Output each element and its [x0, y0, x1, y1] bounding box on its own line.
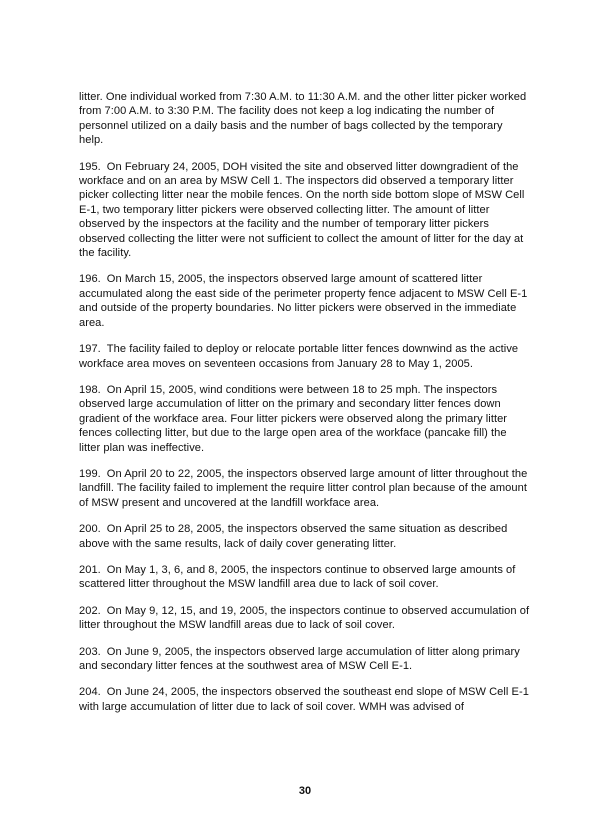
paragraph-number: 198.: [79, 383, 101, 396]
paragraph-195: [79, 160, 530, 261]
paragraph-text: The facility failed to deploy or relocate portable litter fences downwind as the active workface area moves on seventeen occasions from January 28 to May 1, 2005.: [79, 343, 519, 370]
paragraph-text: On April 25 to 28, 2005, the inspectors observed the same situation as described above with the same results, lack of daily cover generating litter.: [79, 523, 508, 550]
paragraph-number: 196.: [79, 273, 101, 286]
paragraph-number: 197.: [79, 343, 101, 356]
paragraph-text: On April 20 to 22, 2005, the inspectors observed large amount of litter throughout the landfill. The facility failed to implement the require litter control plan because of the amount of MSW present and uncovered at the landfill workface area.: [79, 467, 528, 509]
paragraph-number: 201.: [79, 563, 101, 576]
paragraph-number: 195.: [79, 160, 101, 173]
page-number: 30: [298, 785, 312, 797]
paragraph-text: On June 24, 2005, the inspectors observed the southeast end slope of MSW Cell E-1 with large accumulation of litter due to lack of soil cover. WMH was advised of: [79, 686, 529, 713]
paragraph-text: litter. One individual worked from 7:30 A.M. to 11:30 A.M. and the other litter picker worked from 7:00 A.M. to 3:30 P.M. The facility does not keep a log indicating the number of personnel utilized on a daily basis and the number of bags collected by the temporary help.: [79, 91, 527, 147]
paragraph-198: [79, 383, 530, 455]
paragraph-204: [79, 685, 530, 714]
paragraph-text: On May 1, 3, 6, and 8, 2005, the inspectors continue to observed large amounts of scattered litter throughout the MSW landfill area due to lack of soil cover.: [79, 563, 516, 591]
paragraph-text: On February 24, 2005, DOH visited the site and observed litter downgradient of the workface and on an area by MSW Cell 1. The inspectors did observed a temporary litter picker collecting litter near the mobile fences. On the north side bottom slope of MSW Cell E-1, two temporary litter pickers were observed collecting litter. The amount of litter observed by the inspectors at the facility and the number of temporary litter pickers observed collecting the litter were not sufficient to collect the amount of litter for the day at the facility.: [79, 160, 525, 260]
paragraph-number: 204.: [79, 686, 101, 699]
paragraph-199: [79, 467, 530, 510]
paragraph-197: [79, 342, 530, 371]
document-body: [79, 90, 530, 714]
paragraph-201: [79, 563, 530, 592]
paragraph-203: [79, 645, 530, 674]
paragraph-196: [79, 272, 530, 330]
paragraph-text: On May 9, 12, 15, and 19, 2005, the inspectors continue to observed accumulation of litter throughout the MSW landfill areas due to lack of soil cover.: [79, 604, 530, 632]
paragraph-number: 200.: [79, 523, 101, 536]
paragraph-number: 202.: [79, 604, 101, 617]
paragraph-text: On April 15, 2005, wind conditions were between 18 to 25 mph. The inspectors observed large accumulation of litter on the primary and secondary litter fences down gradient of the workface area. Four litter pickers were observed along the primary litter fences collecting litter, but due to the large open area of the workface (pancake fill) the litter plan was ineffective.: [79, 383, 508, 454]
paragraph-text: On June 9, 2005, the inspectors observed large accumulation of litter along primary and secondary litter fences at the southwest area of MSW Cell E-1.: [79, 645, 520, 672]
paragraph-continued: [79, 90, 530, 148]
paragraph-202: [79, 604, 530, 633]
paragraph-200: [79, 522, 530, 551]
paragraph-text: On March 15, 2005, the inspectors observed large amount of scattered litter accumulated along the east side of the perimeter property fence adjacent to MSW Cell E-1 and outside of the property boundaries. No litter pickers were observed in the immediate area.: [79, 273, 528, 329]
paragraph-number: 203.: [79, 645, 101, 658]
paragraph-number: 199.: [79, 467, 101, 480]
